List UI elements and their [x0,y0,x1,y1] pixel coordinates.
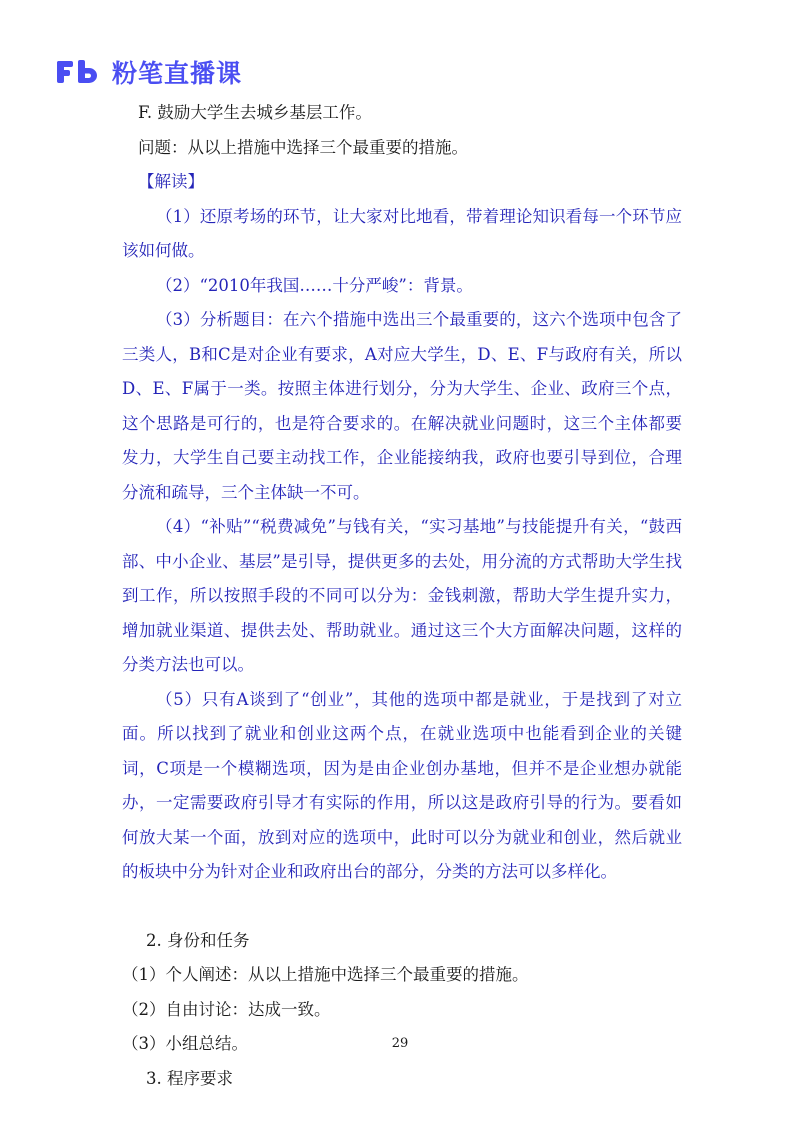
point-2: （2）“2010年我国……十分严峻”：背景。 [156,275,473,295]
fenbi-logo-icon [56,59,102,85]
option-f: F. 鼓励大学生去城乡基层工作。 [138,103,372,122]
question-text: 问题：从以上措施中选择三个最重要的措施。 [138,137,468,157]
page-number: 29 [391,1036,409,1051]
brand-name: 粉笔直播课 [112,59,243,88]
point-1: （1）还原考场的环节，让大家对比地看，带着理论知识看每一个环节应该如何做。 [122,206,682,260]
section-2-item-3: （3）小组总结。 [122,1034,248,1053]
point-4: （4）“补贴”“税费减免”与钱有关，“实习基地”与技能提升有关，“鼓西部、中小企业、基层”是引导，提供更多的去处，用分流的方式帮助大学生找到工作，所以按照手段的不同可以分为：金钱刺激，帮助大学生提升实力，增加就业渠道、提供去处、帮助就业。通过这三个大方面解决问题，这样的分类方法也可以。 [122,517,682,674]
section-2-item-1: （1）个人阐述：从以上措施中选择三个最重要的措施。 [122,965,529,984]
interpretation-heading: 【解读】 [138,172,204,191]
section-2-title: 2. 身份和任务 [146,930,250,950]
point-5: （5）只有A谈到了“创业”，其他的选项中都是就业，于是找到了对立面。所以找到了就业和创业这两个点，在就业选项中也能看到企业的关键词，C项是一个模糊选项，因为是由企业创办基地，但并不是企业想办就能办，一定需要政府引导才有实际的作用，所以这是政府引导的行为。要看如何放大某一个面，放到对应的选项中，此时可以分为就业和创业，然后就业的板块中分为针对企业和政府出台的部分，分类的方法可以多样化。 [122,689,682,881]
page-header [56,54,242,90]
section-2-item-2: （2）自由讨论：达成一致。 [122,999,331,1019]
document-body [122,96,682,1096]
point-3: （3）分析题目：在六个措施中选出三个最重要的，这六个选项中包含了三类人，B和C是对企业有要求，A对应大学生，D、E、F与政府有关，所以D、E、F属于一类。按照主体进行划分，分为大学生、企业、政府三个点，这个思路是可行的，也是符合要求的。在解决就业问题时，这三个主体都要发力，大学生自己要主动找工作，企业能接纳我，政府也要引导到位，合理分流和疏导，三个主体缺一不可。 [122,310,682,502]
section-3-title: 3. 程序要求 [146,1068,233,1088]
